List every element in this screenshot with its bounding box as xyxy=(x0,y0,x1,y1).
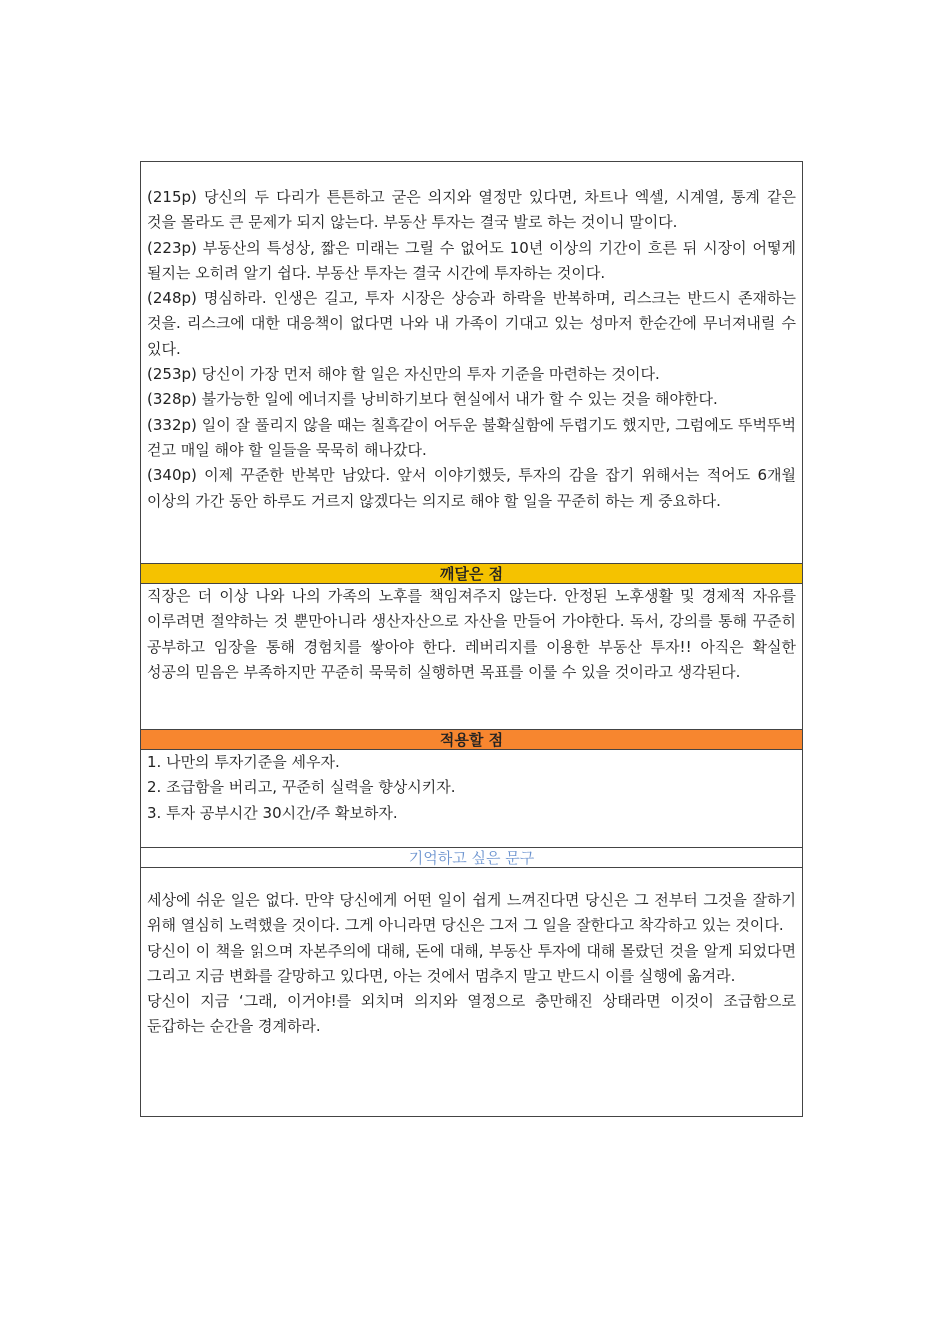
quote-paragraph: (328p) 불가능한 일에 에너지를 낭비하기보다 현실에서 내가 할 수 있는 것을 해야한다. xyxy=(147,390,718,409)
quote-paragraph: (340p) 이제 꾸준한 반복만 남았다. 앞서 이야기했듯, 투자의 감을 잡기 위해서는 적어도 6개월 이상의 가간 동안 하루도 거르지 않겠다는 의지로 해야 할 일을 꾸준히 하는 게 중요하다. xyxy=(147,466,796,510)
quote-paragraph: (223p) 부동산의 특성상, 짧은 미래는 그릴 수 없어도 10년 이상의 기간이 흐른 뒤 시장이 어떻게 될지는 오히려 알기 쉽다. 부동산 투자는 결국 시간에 투자하는 것이다. xyxy=(147,238,796,282)
apply-item: 3. 투자 공부시간 30시간/주 확보하자. xyxy=(147,803,398,822)
apply-heading: 적용할 점 xyxy=(141,729,802,750)
apply-item: 1. 나만의 투자기준을 세우자. xyxy=(147,753,340,771)
realize-heading: 깨달은 점 xyxy=(141,563,802,584)
quotes-section xyxy=(141,162,802,563)
remember-item: 세상에 쉬운 일은 없다. 만약 당신에게 어떤 일이 쉽게 느껴진다면 당신은 그 전부터 그것을 잘하기 위해 열심히 노력했을 것이다. 그게 아니라면 당신은 그저 그 일을 잘한다고 착각하고 있는 것이다. xyxy=(147,891,796,935)
realize-text: 직장은 더 이상 나와 나의 가족의 노후를 책임져주지 않는다. 안정된 노후생활 및 경제적 자유를 이루려면 절약하는 것 뿐만아니라 생산자산으로 자산을 만들어 가야한다. 독서, 강의를 통해 꾸준히 공부하고 임장을 통해 경험치를 쌓아야 한다. 레버리지를 이용한 부동산 투자!! 아직은 확실한 성공의 믿음은 부족하지만 꾸준히 묵묵히 실행하면 목표를 이룰 수 있을 것이라고 생각된다. xyxy=(147,587,796,681)
quote-paragraph: (332p) 일이 잘 풀리지 않을 때는 칠흑같이 어두운 불확실함에 두렵기도 했지만, 그럼에도 뚜벅뚜벅 걷고 매일 해야 할 일들을 묵묵히 해나갔다. xyxy=(147,415,796,459)
quote-paragraph: (253p) 당신이 가장 먼저 해야 할 일은 자신만의 투자 기준을 마련하는 것이다. xyxy=(147,365,660,384)
apply-section xyxy=(141,750,802,847)
quote-paragraph: (215p) 당신의 두 다리가 튼튼하고 굳은 의지와 열정만 있다면, 차트나 엑셀, 시계열, 통계 같은 것을 몰라도 큰 문제가 되지 않는다. 부동산 투자는 결국 발로 하는 것이니 말이다. xyxy=(147,188,796,232)
realize-section xyxy=(141,584,802,729)
remember-heading: 기억하고 싶은 문구 xyxy=(141,847,802,868)
remember-item: 당신이 이 책을 읽으며 자본주의에 대해, 돈에 대해, 부동산 투자에 대해 몰랐던 것을 알게 되었다면 그리고 지금 변화를 갈망하고 있다면, 아는 것에서 멈추지 말고 반드시 이를 실행에 옮겨라. xyxy=(147,941,796,985)
reading-notes-sheet xyxy=(140,161,803,1117)
remember-item: 당신이 지금 ‘그래, 이거야!를 외치며 의지와 열정으로 충만해진 상태라면 이것이 조급함으로 둔갑하는 순간을 경계하라. xyxy=(147,992,796,1036)
apply-item: 2. 조급함을 버리고, 꾸준히 실력을 향상시키자. xyxy=(147,778,456,797)
quote-paragraph: (248p) 명심하라. 인생은 길고, 투자 시장은 상승과 하락을 반복하며, 리스크는 반드시 존재하는 것을. 리스크에 대한 대응책이 없다면 나와 내 가족이 기대고 있는 성마저 한순간에 무너져내릴 수 있다. xyxy=(147,289,796,358)
remember-section xyxy=(141,868,802,1116)
